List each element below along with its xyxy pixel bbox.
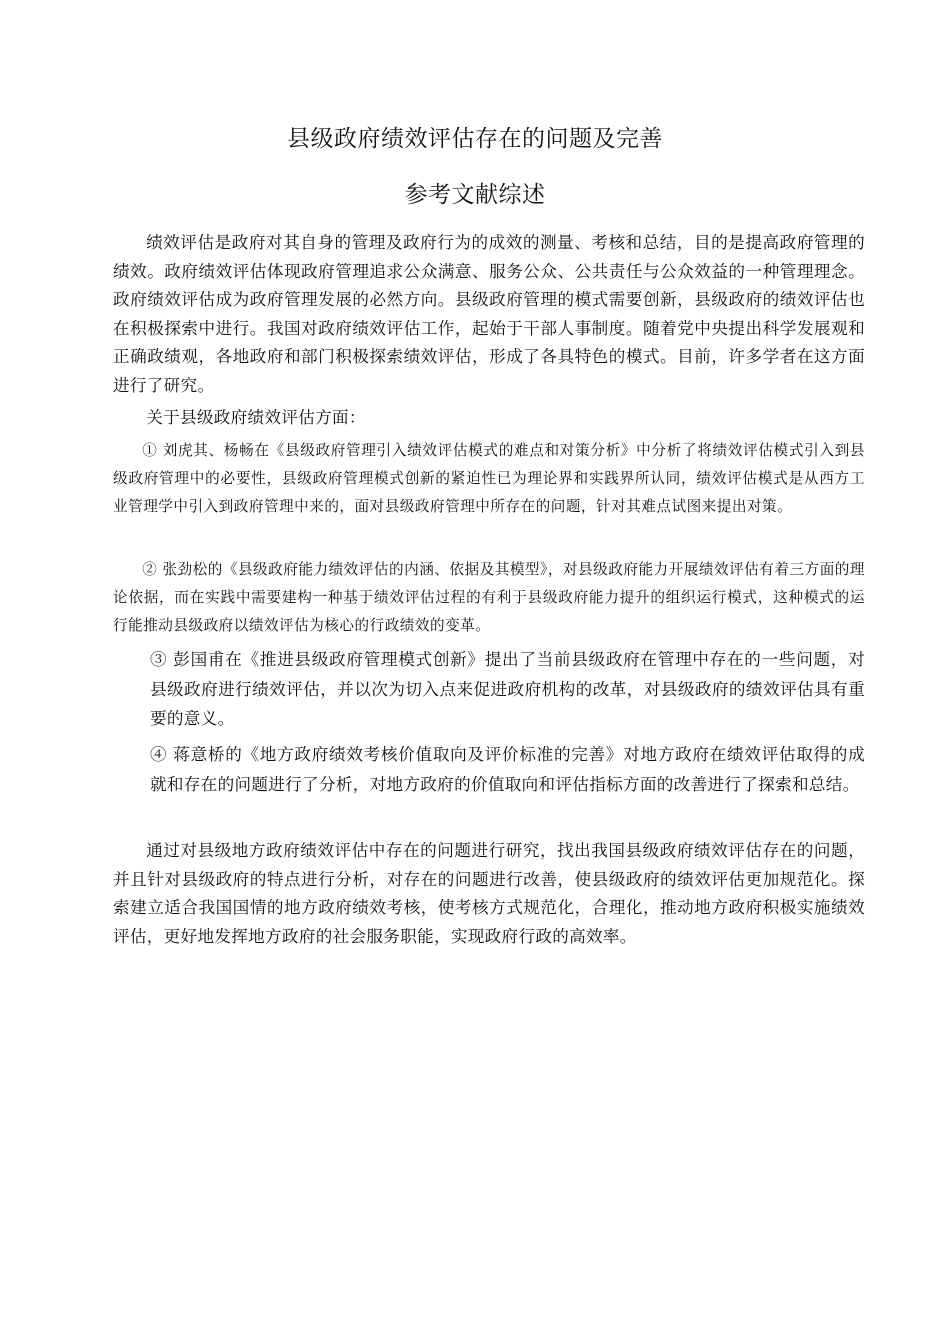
reference-item-1: ① 刘虎其、杨畅在《县级政府管理引入绩效评估模式的难点和对策分析》中分析了将绩效评估模式引入到县级政府管理中的必要性，县级政府管理模式创新的紧迫性已为理论界和实践界所认同，绩效评估模式是从西方工业管理学中引入到政府管理中来的，面对县级政府管理中所存在的问题，针对其难点试图来提出对策。 bbox=[113, 442, 865, 515]
reference-item-2: ② 张劲松的《县级政府能力绩效评估的内涵、依据及其模型》，对县级政府能力开展绩效评估有着三方面的理论依据，而在实践中需要建构一种基于绩效评估过程的有利于县级政府能力提升的组织运行模式，这种模式的运行能推动县级政府以绩效评估为核心的行政绩效的变革。 bbox=[113, 561, 865, 634]
document-subtitle: 参考文献综述 bbox=[404, 182, 546, 208]
conclusion-paragraph: 通过对县级地方政府绩效评估中存在的问题进行研究，找出我国县级政府绩效评估存在的问题，并且针对县级政府的特点进行分析，对存在的问题进行改善，使县级政府的绩效评估更加规范化。探索建立适合我国国情的地方政府绩效考核，使考核方式规范化，合理化，推动地方政府积极实施绩效评估，更好地发挥地方政府的社会服务职能，实现政府行政的高效率。 bbox=[113, 841, 865, 946]
section-intro: 关于县级政府绩效评估方面： bbox=[146, 408, 366, 427]
reference-item-4: ④ 蒋意桥的《地方政府绩效考核价值取向及评价标准的完善》对地方政府在绩效评估取得的成就和存在的问题进行了分析，对地方政府的价值取向和评估指标方面的改善进行了探索和总结。 bbox=[150, 745, 865, 794]
reference-item-3: ③ 彭国甫在《推进县级政府管理模式创新》提出了当前县级政府在管理中存在的一些问题，对县级政府进行绩效评估，并以次为切入点来促进政府机构的改革，对县级政府的绩效评估具有重要的意义。 bbox=[150, 650, 865, 728]
intro-paragraph: 绩效评估是政府对其自身的管理及政府行为的成效的测量、考核和总结，目的是提高政府管理的绩效。政府绩效评估体现政府管理追求公众满意、服务公众、公共责任与公众效益的一种管理理念。政府绩效评估成为政府管理发展的必然方向。县级政府管理的模式需要创新，县级政府的绩效评估也在积极探索中进行。我国对政府绩效评估工作，起始于干部人事制度。随着党中央提出科学发展观和正确政绩观，各地政府和部门积极探索绩效评估，形成了各具特色的模式。目前，许多学者在这方面进行了研究。 bbox=[113, 233, 865, 395]
document-title: 县级政府绩效评估存在的问题及完善 bbox=[287, 126, 663, 152]
